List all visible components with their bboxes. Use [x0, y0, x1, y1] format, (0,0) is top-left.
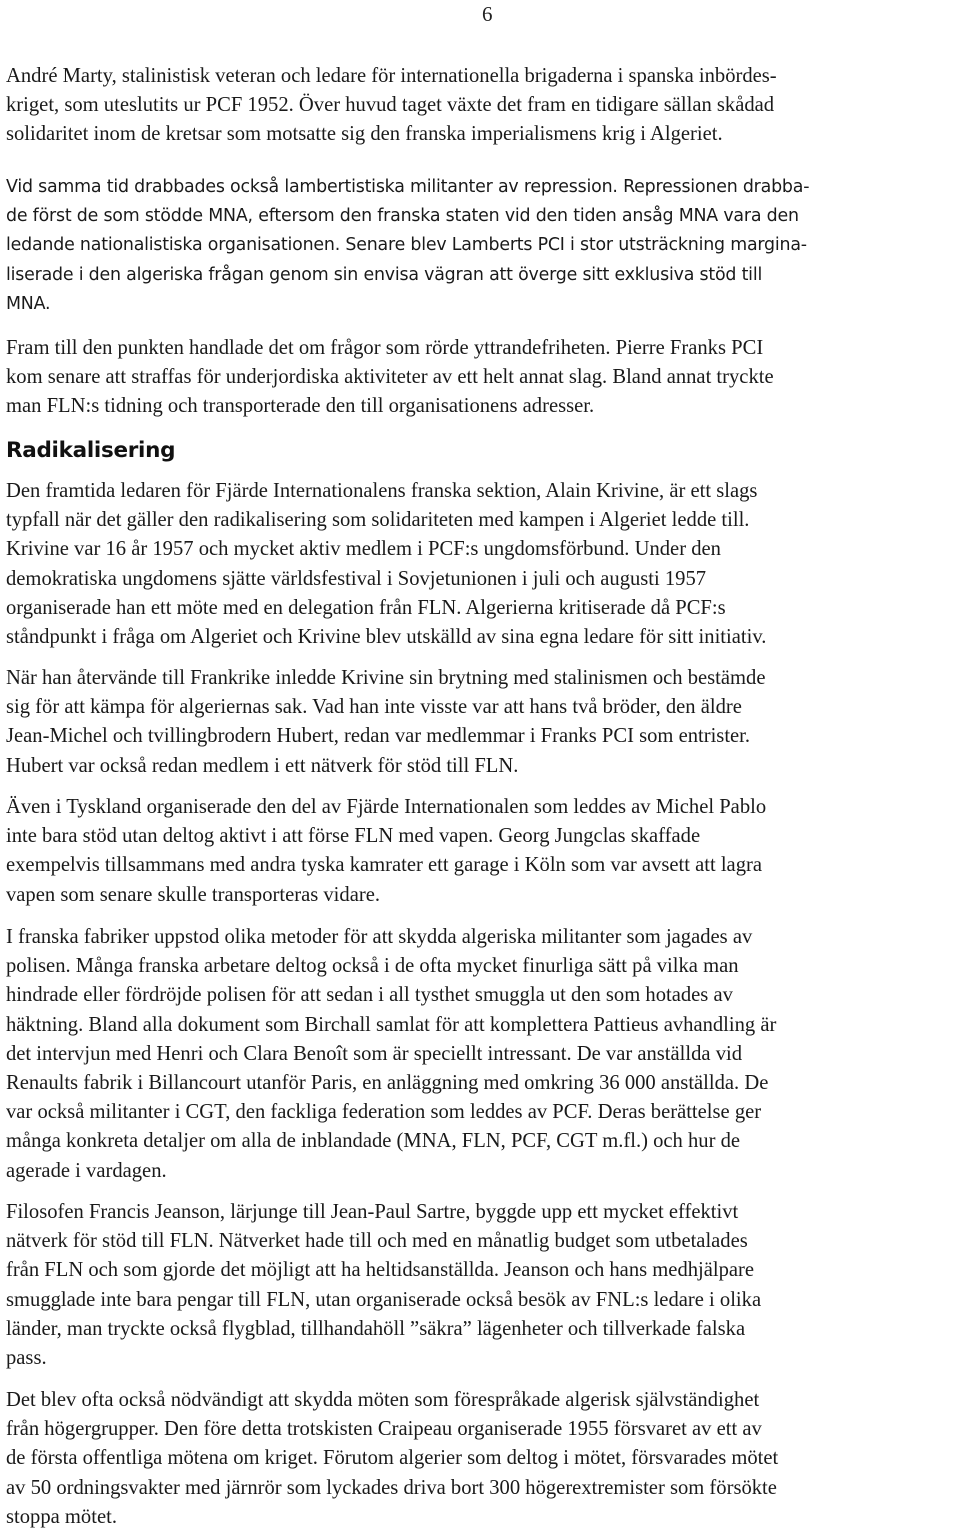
text-line: inte bara stöd utan deltog aktivt i att förse FLN med vapen. Georg Jungclas skaffade — [6, 825, 701, 848]
text-line: Hubert var också redan medlem i ett nätverk för stöd till FLN. — [6, 754, 519, 777]
text-line: länder, man tryckte också flygblad, tillhandahöll ”säkra” lägenheter och tillverkade falska — [6, 1317, 746, 1340]
text-line: det intervjun med Henri och Clara Benoît som är speciellt intressant. De var anställda vid — [6, 1042, 743, 1065]
text-line: Det blev ofta också nödvändigt att skydda möten som förespråkade algerisk självständighet — [6, 1389, 760, 1411]
text-line: Vid samma tid drabbades också lambertistiska militanter av repression. Repressionen drabba- — [6, 177, 810, 197]
text-line: Den framtida ledaren för Fjärde Internationalens franska sektion, Alain Krivine, är ett slags — [6, 480, 758, 502]
text-line: från FLN och som gjorde det möjligt att ha heltidsanställda. Jeanson och hans medhjälpare — [6, 1259, 755, 1282]
text-line: När han återvände till Frankrike inledde Krivine sin brytning med stalinismen och bestämde — [6, 667, 766, 689]
text-line: Fram till den punkten handlade det om frågor som rörde yttrandefriheten. Pierre Franks PCI — [6, 337, 764, 359]
text-line: demokratiska ungdomens sjätte världsfestival i Sovjetunionen i juli och augusti 1957 — [6, 567, 707, 590]
text-line: nätverk för stöd till FLN. Nätverket hade till och med en månatlig budget som utbetalades — [6, 1230, 748, 1253]
text-line: Krivine var 16 år 1957 och mycket aktiv medlem i PCF:s ungdomsförbund. Under den — [6, 538, 721, 561]
text-line: ledande nationalistiska organisationen. Senare blev Lamberts PCI i stor utsträckning margina- — [6, 235, 807, 256]
text-line: hindrade eller fördröjde polisen för att sedan i all tysthet smuggla ut den som hotades av — [6, 984, 733, 1007]
text-line: kom senare att straffas för underjordiska aktiviteter av ett helt annat slag. Bland annat tryckte — [6, 366, 774, 389]
text-line: solidaritet inom de kretsar som motsatte sig den franska imperialismens krig i Algeriet. — [6, 123, 723, 146]
paragraph-krivine-return — [6, 664, 956, 781]
text-line: de först de som stödde MNA, eftersom den franska staten vid den tiden ansåg MNA vara den — [6, 206, 799, 227]
text-line: agerade i vardagen. — [6, 1159, 167, 1182]
text-line: många konkreta detaljer om alla de inblandade (MNA, FLN, PCF, CGT m.fl.) och hur de — [6, 1130, 741, 1153]
text-line: vapen som senare skulle transporteras vidare. — [6, 883, 380, 906]
paragraph-factories — [6, 923, 956, 1186]
text-line: Jean-Michel och tvillingbrodern Hubert, redan var medlemmar i Franks PCI som entrister. — [6, 725, 751, 748]
text-line: Även i Tyskland organiserade den del av Fjärde Internationalen som leddes av Michel Pablo — [6, 796, 767, 818]
text-line: polisen. Många franska arbetare deltog också i de ofta mycket finurliga sätt på vilka man — [6, 955, 739, 978]
text-line: Filosofen Francis Jeanson, lärjunge till Jean-Paul Sartre, byggde upp ett mycket effektivt — [6, 1201, 739, 1223]
text-line: från högergrupper. Den före detta trotskisten Craipeau organiserade 1955 försvaret av ett av — [6, 1418, 762, 1441]
text-line: kriget, som uteslutits ur PCF 1952. Över huvud taget växte det fram en tidigare sällan skådad — [6, 94, 775, 117]
text-line: MNA. — [6, 293, 51, 314]
text-line: exempelvis tillsammans med andra tyska kamrater ett garage i Köln som var avsett att lagra — [6, 854, 762, 877]
text-line: de första offentliga mötena om kriget. Förutom algerier som deltog i mötet, försvarades mötet — [6, 1447, 779, 1470]
page-number: 6 — [482, 2, 493, 26]
paragraph-marty — [6, 62, 956, 150]
text-line: typfall när det gäller den radikalisering som solidariteten med kampen i Algeriet ledde till. — [6, 509, 750, 532]
paragraph-germany — [6, 793, 956, 910]
text-line: André Marty, stalinistisk veteran och ledare för internationella brigaderna i spanska inbördes- — [6, 65, 777, 87]
paragraph-lambertist-repression — [6, 173, 956, 319]
paragraph-franks-pci — [6, 334, 956, 422]
paragraph-craipeau — [6, 1386, 956, 1532]
text-line: sig för att kämpa för algeriernas sak. Vad han inte visste var att hans två bröder, den äldre — [6, 696, 742, 719]
text-line: ståndpunkt i fråga om Algeriet och Krivine blev utskälld av sina egna ledare för sitt initiativ. — [6, 626, 767, 649]
text-line: Renaults fabrik i Billancourt utanför Paris, en anläggning med omkring 36 000 anställda. De — [6, 1072, 769, 1095]
text-line: smugglade inte bara pengar till FLN, utan organiserade också besök av FNL:s ledare i olika — [6, 1288, 762, 1311]
section-heading: Radikalisering — [6, 438, 176, 463]
text-line: man FLN:s tidning och transporterade den till organisationens adresser. — [6, 395, 595, 418]
text-line: var också militanter i CGT, den fackliga federation som leddes av PCF. Deras berättelse ger — [6, 1101, 762, 1124]
paragraph-krivine — [6, 477, 956, 652]
paragraph-jeanson — [6, 1198, 956, 1373]
text-line: liserade i den algeriska frågan genom sin envisa vägran att överge sitt exklusiva stöd till — [6, 264, 763, 285]
text-line: organiserade han ett möte med en delegation från FLN. Algerierna kritiserade då PCF:s — [6, 596, 726, 619]
text-line: I franska fabriker uppstod olika metoder för att skydda algeriska militanter som jagades av — [6, 926, 753, 948]
text-line: pass. — [6, 1347, 47, 1370]
text-line: stoppa mötet. — [6, 1505, 117, 1528]
text-line: av 50 ordningsvakter med järnrör som lyckades driva bort 300 högerextremister som försökte — [6, 1476, 777, 1499]
text-line: häktning. Bland alla dokument som Birchall samlat för att komplettera Pattieus avhandling är — [6, 1013, 777, 1036]
